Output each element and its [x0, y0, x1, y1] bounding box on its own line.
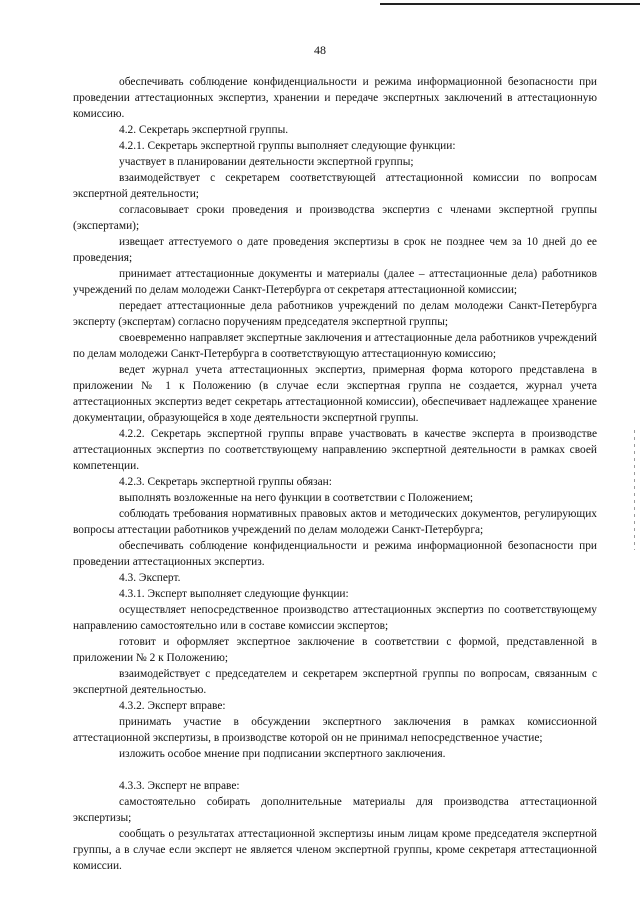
paragraph: извещает аттестуемого о дате проведения экспертизы в срок не позднее чем за 10 дней до ее проведения;: [73, 236, 597, 264]
paragraph: передает аттестационные дела работников учреждений по делам молодежи Санкт-Петербурга эксперту (экспертам) согласно поручениям председателя экспертной группы;: [73, 300, 597, 328]
paragraph: готовит и оформляет экспертное заключение в соответствии с формой, представленной в приложении № 2 к Положению;: [73, 636, 597, 664]
paragraph: 4.2. Секретарь экспертной группы.: [119, 124, 289, 136]
paragraph: 4.3. Эксперт.: [119, 572, 181, 584]
paragraph: выполнять возложенные на него функции в соответствии с Положением;: [119, 492, 474, 504]
paragraph: участвует в планировании деятельности экспертной группы;: [119, 156, 414, 168]
paragraph: 4.2.1. Секретарь экспертной группы выполняет следующие функции:: [119, 140, 456, 152]
document-body: [73, 74, 597, 874]
top-border-line: [380, 3, 640, 5]
paragraph: обеспечивать соблюдение конфиденциальности и режима информационной безопасности при проведении аттестационных экспертиз.: [73, 540, 597, 568]
paragraph: 4.3.2. Эксперт вправе:: [119, 700, 226, 712]
paragraph: принимать участие в обсуждении экспертного заключения в рамках комиссионной аттестационной экспертизы, в производстве которой он не принимал непосредственное участие;: [73, 716, 597, 744]
paragraph: согласовывает сроки проведения и производства экспертиз с членами экспертной группы (экспертами);: [73, 204, 597, 232]
paragraph: сообщать о результатах аттестационной экспертизы иным лицам кроме председателя экспертной группы, а в случае если эксперт не является членом экспертной группы, кроме секретаря аттестационной комиссии.: [73, 828, 597, 872]
paragraph: обеспечивать соблюдение конфиденциальности и режима информационной безопасности при проведении аттестационных экспертиз, хранении и передаче экспертных заключений в аттестационную комиссию.: [73, 76, 597, 120]
paragraph: 4.2.3. Секретарь экспертной группы обязан:: [119, 476, 332, 488]
paragraph: своевременно направляет экспертные заключения и аттестационные дела работников учреждений по делам молодежи Санкт-Петербурга в соответствующую аттестационную комиссию;: [73, 332, 597, 360]
paragraph: 4.3.1. Эксперт выполняет следующие функции:: [119, 588, 349, 600]
paragraph: изложить особое мнение при подписании экспертного заключения.: [119, 748, 446, 760]
paragraph: принимает аттестационные документы и материалы (далее – аттестационные дела) работников учреждений по делам молодежи Санкт-Петербурга от секретаря аттестационной комиссии;: [73, 268, 597, 296]
paragraph: взаимодействует с секретарем соответствующей аттестационной комиссии по вопросам экспертной деятельности;: [73, 172, 597, 200]
paragraph: взаимодействует с председателем и секретарем экспертной группы по вопросам, связанным с экспертной деятельностью.: [73, 668, 597, 696]
paragraph: самостоятельно собирать дополнительные материалы для производства аттестационной экспертизы;: [73, 796, 597, 824]
paragraph: соблюдать требования нормативных правовых актов и методических документов, регулирующих вопросы аттестации работников учреждений по делам молодежи Санкт-Петербурга;: [73, 508, 597, 536]
paragraph: 4.3.3. Эксперт не вправе:: [119, 780, 240, 792]
paragraph: 4.2.2. Секретарь экспертной группы вправе участвовать в качестве эксперта в производстве аттестационных экспертиз по соответствующему направлению экспертной деятельности в рамках своей компетенции.: [73, 428, 597, 472]
paragraph: осуществляет непосредственное производство аттестационных экспертиз по соответствующему направлению самостоятельно или в составе комиссии экспертов;: [73, 604, 597, 632]
scan-edge-mark: [634, 430, 635, 550]
paragraph: ведет журнал учета аттестационных экспертиз, примерная форма которого представлена в приложении № 1 к Положению (в случае если экспертная группа не создается, журнал учета аттестационных экспертиз ведет секретарь аттестационной комиссии), обеспечивает надлежащее хранение документации, образующейся в ходе деятельности экспертной группы.: [73, 364, 597, 424]
page-number: 48: [314, 43, 326, 57]
